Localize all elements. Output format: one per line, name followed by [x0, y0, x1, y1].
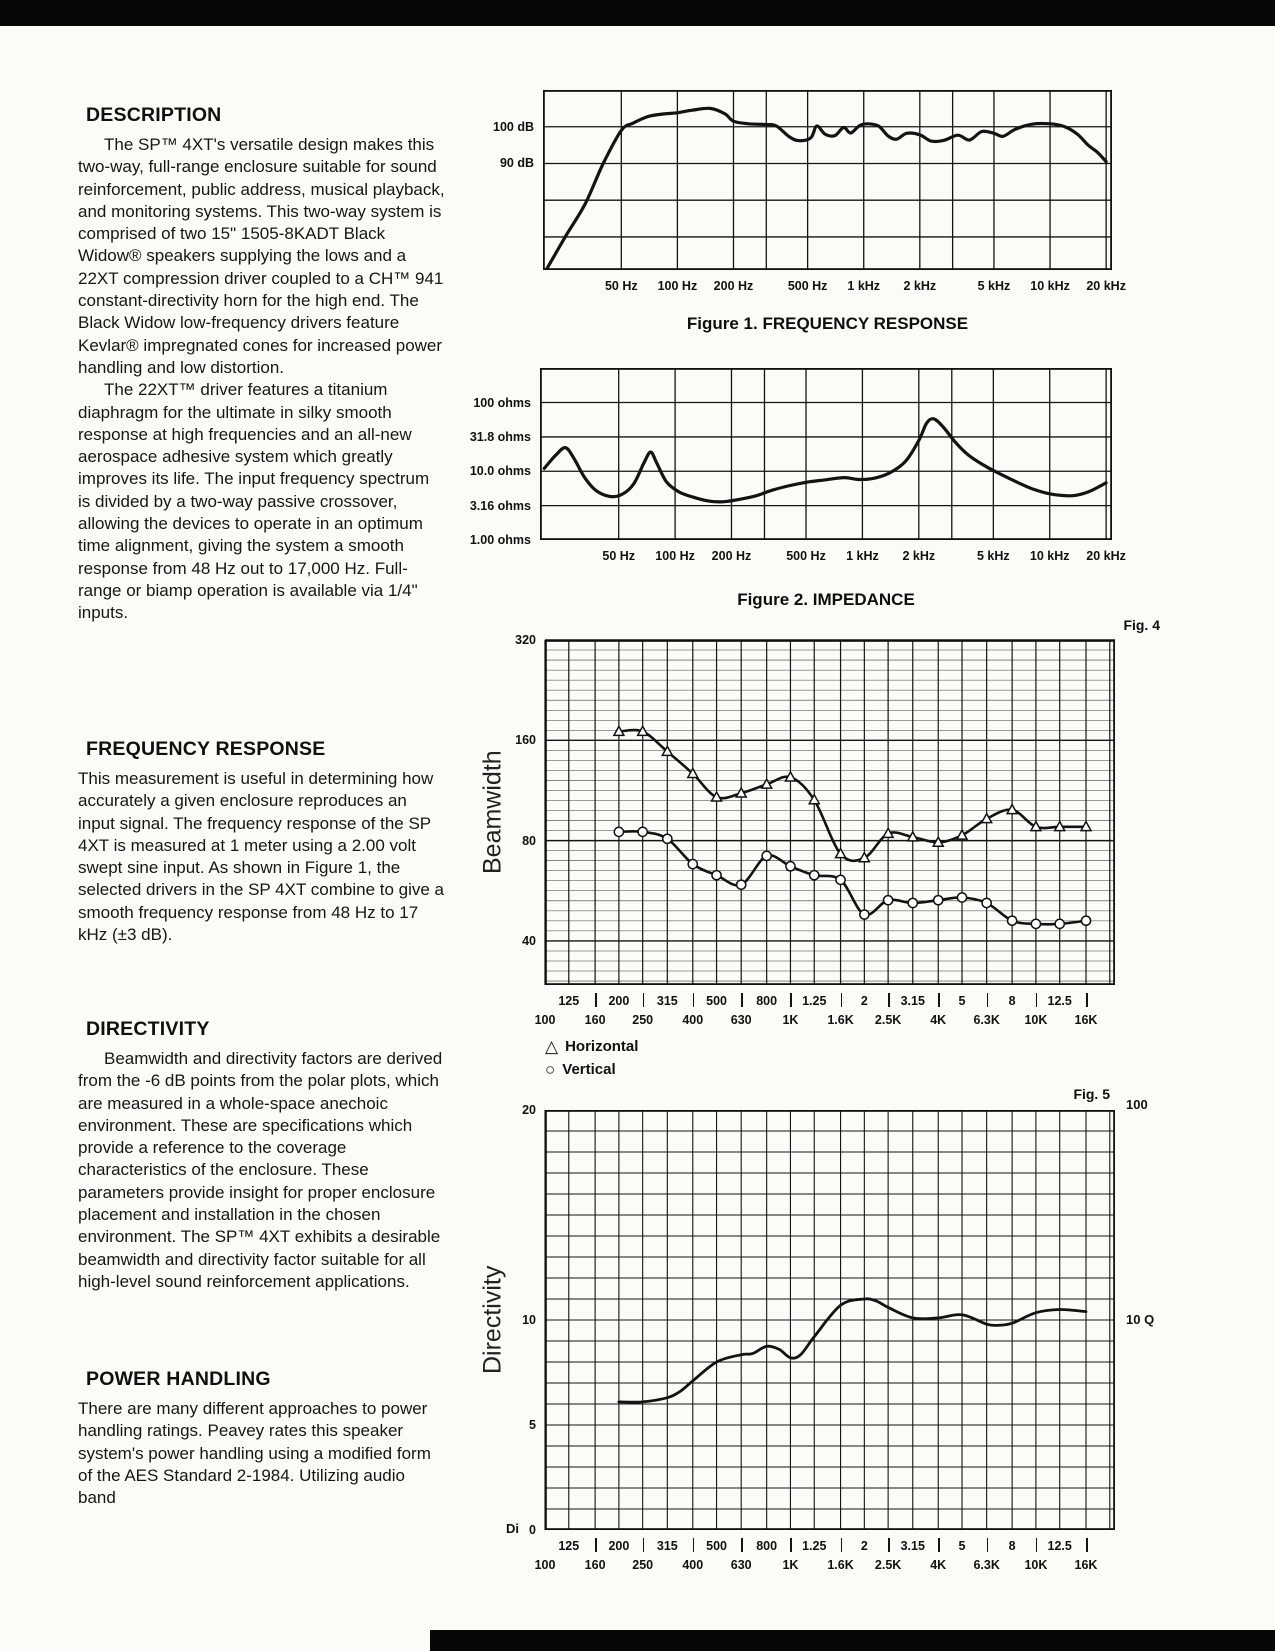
axis-tick-label: 4K — [930, 1013, 947, 1027]
axis-tick-label: 1.6K — [827, 1558, 854, 1572]
axis-tick-label: 12.5 — [1047, 1539, 1072, 1553]
axis-tick-label: 5 — [958, 994, 966, 1008]
axis-tick-label: 1 kHz — [847, 279, 881, 293]
axis-tick — [841, 1538, 843, 1552]
axis-tick — [595, 1538, 597, 1552]
axis-tick-label: 50 Hz — [602, 549, 636, 563]
axis-tick — [888, 993, 890, 1007]
section-heading-description: DESCRIPTION — [86, 104, 222, 126]
legend-horizontal-label: Horizontal — [565, 1038, 639, 1055]
q-axis-top-label: 100 — [1126, 1097, 1148, 1112]
axis-tick-label: 500 — [706, 1539, 727, 1553]
directivity-plot — [545, 1110, 1115, 1530]
axis-tick-label: 10.0 ohms — [469, 464, 531, 479]
axis-tick — [643, 993, 645, 1007]
axis-tick-label: 400 — [682, 1558, 704, 1572]
axis-tick-label: 4K — [930, 1558, 947, 1572]
directivity-paragraph: Beamwidth and directivity factors are derived from the -6 dB points from the polar plots, which are measured in a whole-space anechoic environment. These are specifications which provide a reference to the coverage characteristics of the enclosure. These parameters provide insight for proper enclosure placement and installation in the chosen environment. The SP™ 4XT exhibits a desirable beamwidth and directivity factor suitable for all high-level sound reinforcement applications. — [78, 1049, 443, 1291]
axis-tick — [987, 993, 989, 1007]
axis-tick-label: 5 — [958, 1539, 966, 1553]
axis-tick-label: 100 — [534, 1013, 556, 1027]
axis-tick-label: 80 — [522, 833, 536, 848]
top-black-bar — [0, 0, 1275, 26]
axis-tick-label: 250 — [632, 1558, 654, 1572]
axis-tick-label: 16K — [1074, 1013, 1098, 1027]
axis-tick-label: 2 — [860, 994, 868, 1008]
axis-tick-label: 1.25 — [802, 1539, 827, 1553]
description-paragraph-2: The 22XT™ driver features a titanium diaphragm for the ultimate in silky smooth response at high frequencies and an all-new aerospace adhesive system which greatly improves its life. The input frequency spectrum is divided by a two-way passive crossover, allowing the devices to operate in an optimum time alignment, giving the system a smooth response from 48 Hz out to 17,000 Hz. Full-range or biamp operation is available via 1/4" inputs. — [78, 380, 430, 623]
axis-tick-label: 100 dB — [493, 119, 534, 134]
axis-tick-label: 10 kHz — [1030, 279, 1070, 293]
axis-tick-label: 8 — [1008, 1539, 1016, 1553]
axis-tick-label: 1K — [782, 1558, 799, 1572]
axis-tick-label: 125 — [558, 994, 580, 1008]
axis-tick — [741, 993, 743, 1007]
axis-tick — [643, 1538, 645, 1552]
power-handling-paragraph: There are many different approaches to power handling ratings. Peavey rates this speaker system's power handling using a modified form of the AES Standard 2-1984. Utilizing audio band — [78, 1399, 431, 1508]
axis-tick-label: 1.00 ohms — [469, 533, 531, 547]
axis-tick-label: 630 — [730, 1558, 752, 1572]
axis-tick-label: 800 — [756, 994, 778, 1008]
legend-vertical-label: Vertical — [562, 1061, 616, 1078]
axis-tick-label: 800 — [756, 1539, 778, 1553]
axis-tick-label: 10K — [1024, 1013, 1048, 1027]
axis-tick — [888, 1538, 890, 1552]
axis-tick-label: 1K — [782, 1013, 799, 1027]
directivity-chart — [522, 1103, 1115, 1572]
di-axis-label: Di — [506, 1521, 519, 1536]
axis-tick-label: 250 — [632, 1013, 654, 1027]
triangle-marker-icon: △ — [545, 1037, 559, 1056]
axis-tick-label: 1.25 — [802, 994, 827, 1008]
legend-row-horizontal — [545, 1038, 638, 1055]
beamwidth-plot — [545, 640, 1115, 985]
section-power-handling — [78, 1368, 446, 1509]
section-heading-directivity: DIRECTIVITY — [86, 1018, 210, 1040]
beamwidth-chart — [515, 633, 1115, 1027]
figure1-caption: Figure 1. FREQUENCY RESPONSE — [686, 314, 969, 333]
axis-tick — [741, 1538, 743, 1552]
axis-tick-label: 320 — [515, 633, 536, 647]
bottom-black-bar — [430, 1630, 1275, 1651]
axis-tick-label: 200 Hz — [713, 279, 754, 293]
axis-tick-label: 3.15 — [900, 1539, 925, 1553]
axis-tick-label: 500 — [706, 994, 727, 1008]
impedance-chart — [469, 368, 1126, 563]
axis-tick-label: 630 — [730, 1013, 752, 1027]
figure2-caption: Figure 2. IMPEDANCE — [737, 590, 915, 609]
axis-tick-label: 2.5K — [874, 1558, 902, 1572]
frequency-response-plot — [543, 90, 1112, 270]
axis-tick-label: 2.5K — [874, 1013, 902, 1027]
axis-tick-label: 100 — [534, 1558, 556, 1572]
axis-tick-label: 315 — [656, 994, 678, 1008]
axis-tick-label: 2 — [860, 1539, 868, 1553]
axis-tick-label: 8 — [1008, 994, 1016, 1008]
axis-tick-label: 16K — [1074, 1558, 1098, 1572]
axis-tick-label: 50 Hz — [604, 279, 638, 293]
axis-tick-label: 160 — [584, 1013, 606, 1027]
axis-tick-label: 20 — [522, 1103, 536, 1117]
beamwidth-axis-label: Beamwidth — [478, 750, 507, 875]
axis-tick-label: 400 — [682, 1013, 704, 1027]
axis-tick-label: 500 Hz — [787, 279, 828, 293]
frequency-response-paragraph: This measurement is useful in determining how accurately a given enclosure reproduces an input signal. The frequency response of the SP 4XT is measured at 1 meter using a 2.00 volt swept sine input. As shown in Figure 1, the selected drivers in the SP 4XT combine to give a smooth frequency response from 48 Hz to 17 kHz (±3 dB). — [78, 769, 445, 945]
circle-marker-icon: ○ — [545, 1060, 556, 1079]
axis-tick — [790, 993, 792, 1007]
section-heading-frequency-response: FREQUENCY RESPONSE — [86, 738, 326, 760]
beamwidth-legend — [545, 1038, 638, 1084]
axis-tick-label: 160 — [584, 1558, 606, 1572]
section-frequency-response — [78, 738, 446, 946]
axis-tick — [938, 993, 940, 1007]
axis-tick-label: 12.5 — [1047, 994, 1072, 1008]
axis-tick — [693, 993, 695, 1007]
axis-tick-label: 100 ohms — [473, 395, 531, 410]
axis-tick-label: 10 kHz — [1029, 549, 1070, 563]
description-paragraph-1: The SP™ 4XT's versatile design makes this two-way, full-range enclosure suitable for sound reinforcement, public address, musical playback, and monitoring systems. This two-way system is comprised of two 15" 1505-8KADT Black Widow® speakers supplying the lows and a 22XT compression driver coupled to a CH™ 941 constant-directivity horn for the high end. The Black Widow low-frequency drivers feature Kevlar® impregnated cones for increased power handling and low distortion. — [78, 135, 445, 377]
axis-tick-label: 5 kHz — [977, 279, 1011, 293]
axis-tick-label: 200 — [608, 994, 630, 1008]
figure5-label: Fig. 5 — [1073, 1086, 1110, 1102]
axis-tick — [1036, 993, 1038, 1007]
axis-tick-label: 3.15 — [900, 994, 925, 1008]
axis-tick-label: 315 — [656, 1539, 678, 1553]
axis-tick — [1036, 1538, 1038, 1552]
axis-tick-label: 200 Hz — [711, 549, 752, 563]
axis-tick-label: 10 — [522, 1313, 536, 1327]
q-axis-mid-label: 10 Q — [1126, 1312, 1155, 1327]
axis-tick-label: 31.8 ohms — [469, 429, 531, 444]
axis-tick-label: 6.3K — [973, 1558, 1000, 1572]
section-description — [78, 104, 446, 625]
axis-tick-label: 6.3K — [973, 1013, 1000, 1027]
axis-tick — [1086, 1538, 1088, 1552]
axis-tick — [790, 1538, 792, 1552]
axis-tick-label: 500 Hz — [786, 549, 826, 563]
axis-tick — [693, 1538, 695, 1552]
axis-tick — [987, 1538, 989, 1552]
axis-tick-label: 125 — [558, 1539, 580, 1553]
axis-tick-label: 1.6K — [827, 1013, 854, 1027]
axis-tick-label: 100 Hz — [655, 549, 695, 563]
axis-tick-label: 20 kHz — [1086, 279, 1126, 293]
axis-tick — [841, 993, 843, 1007]
axis-tick-label: 90 dB — [499, 156, 534, 171]
axis-tick — [595, 993, 597, 1007]
axis-tick-label: 5 — [529, 1418, 536, 1432]
axis-tick — [1086, 993, 1088, 1007]
section-directivity — [78, 1018, 446, 1293]
axis-tick-label: 200 — [608, 1539, 630, 1553]
axis-tick-label: 160 — [515, 733, 536, 748]
axis-tick-label: 5 kHz — [977, 549, 1010, 563]
axis-tick-label: 1 kHz — [846, 549, 879, 563]
axis-tick-label: 10K — [1024, 1558, 1048, 1572]
axis-tick-label: 2 kHz — [903, 279, 937, 293]
axis-tick-label: 20 kHz — [1086, 549, 1126, 563]
axis-tick-label: 40 — [522, 933, 536, 948]
axis-tick-label: 3.16 ohms — [469, 498, 531, 513]
axis-tick — [938, 1538, 940, 1552]
impedance-plot — [540, 368, 1112, 540]
axis-tick-label: 0 — [529, 1523, 536, 1537]
directivity-axis-label: Directivity — [478, 1265, 507, 1375]
frequency-response-chart — [493, 90, 1126, 293]
axis-tick-label: 100 Hz — [657, 279, 698, 293]
figure4-label: Fig. 4 — [1123, 617, 1160, 633]
legend-row-vertical — [545, 1061, 638, 1078]
section-heading-power-handling: POWER HANDLING — [86, 1368, 271, 1390]
axis-tick-label: 2 kHz — [902, 549, 936, 563]
